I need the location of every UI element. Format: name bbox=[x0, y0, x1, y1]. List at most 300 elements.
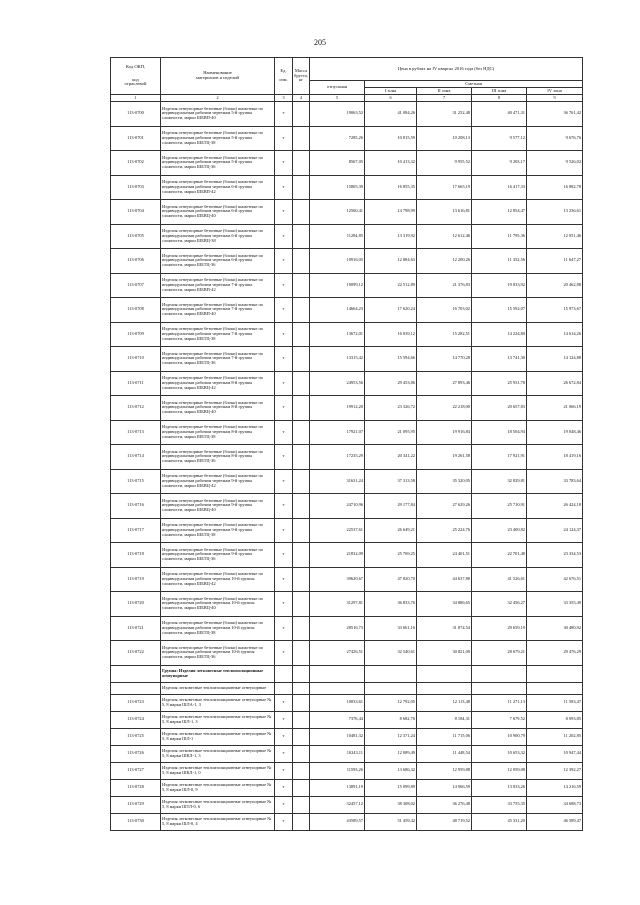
cell-name: Изделия огнеупорные бетонные (блоки) шамотные по индивидуальным рабочим чертежам 8-й группы сложности, марки ШБТЦ-38 bbox=[161, 420, 275, 445]
cell-zone2: 10 208,13 bbox=[417, 126, 472, 151]
table-row bbox=[111, 249, 583, 274]
cell-release: 28516,73 bbox=[310, 616, 365, 641]
table-body bbox=[111, 102, 583, 831]
cell-release: 17235,29 bbox=[310, 445, 365, 470]
cell-mass bbox=[293, 494, 310, 519]
cell-name: Изделия легковесные теплоизоляционные огнеупорные № 5, 8 марки ШЛ-1, 3 bbox=[161, 711, 275, 728]
cell-zone3: 11 795,36 bbox=[472, 224, 527, 249]
cell-zone1: 36 833,76 bbox=[365, 592, 417, 617]
cell-code: 113-0704 bbox=[111, 200, 161, 225]
header-zone1: I зона bbox=[365, 88, 417, 95]
cell-zone4: 11 647,27 bbox=[527, 249, 583, 274]
cell-zone3: 18 504,94 bbox=[472, 420, 527, 445]
cell-zone3: 32 829,81 bbox=[472, 469, 527, 494]
cell-zone1: 12 884,63 bbox=[365, 249, 417, 274]
cell-mass bbox=[293, 224, 310, 249]
price-table bbox=[110, 57, 583, 831]
cell-release: 7285,26 bbox=[310, 126, 365, 151]
subgroup-empty-cell bbox=[472, 682, 527, 694]
cell-name: Изделия огнеупорные бетонные (блоки) шамотные по индивидуальным рабочим чертежам 5-й группы сложности, марки ШБВП-40 bbox=[161, 102, 275, 127]
col-number: 6 bbox=[365, 95, 417, 102]
page-number: 205 bbox=[314, 38, 326, 47]
cell-release: 31297,81 bbox=[310, 592, 365, 617]
cell-zone4: 33 355,49 bbox=[527, 592, 583, 617]
cell-code: 113-0723 bbox=[111, 694, 161, 711]
cell-zone2: 12 612,46 bbox=[417, 224, 472, 249]
subgroup-empty-cell bbox=[417, 682, 472, 694]
cell-zone3: 15 592,07 bbox=[472, 298, 527, 323]
group-empty-cell bbox=[365, 665, 417, 682]
cell-zone3: 20 657,83 bbox=[472, 396, 527, 421]
cell-zone4: 26 424,18 bbox=[527, 494, 583, 519]
cell-unit: т bbox=[275, 745, 293, 762]
cell-zone2: 21 376,83 bbox=[417, 273, 472, 298]
cell-mass bbox=[293, 249, 310, 274]
subgroup-label: Изделия легковесные теплоизоляционные огнеупорные bbox=[161, 682, 275, 694]
table-row bbox=[111, 567, 583, 592]
cell-code: 113-0706 bbox=[111, 249, 161, 274]
cell-zone2: 30 821,09 bbox=[417, 641, 472, 666]
cell-zone2: 22 218,00 bbox=[417, 396, 472, 421]
cell-zone3: 28 679,21 bbox=[472, 641, 527, 666]
cell-zone4: 14 216,59 bbox=[527, 779, 583, 796]
cell-unit: т bbox=[275, 728, 293, 745]
cell-unit: т bbox=[275, 420, 293, 445]
header-mass bbox=[293, 58, 310, 95]
cell-zone4: 8 093,85 bbox=[527, 711, 583, 728]
cell-zone3: 11 352,56 bbox=[472, 249, 527, 274]
subgroup-empty-cell bbox=[527, 682, 583, 694]
cell-mass bbox=[293, 694, 310, 711]
cell-name: Изделия легковесные теплоизоляционные огнеупорные № 5, 8 марки ШКЛ-1, 3 bbox=[161, 745, 275, 762]
cell-zone1: 38 308,02 bbox=[365, 796, 417, 813]
cell-name: Изделия огнеупорные бетонные (блоки) шамотные по индивидуальным рабочим чертежам 5-й группы сложности, марки ШБТЦ-38 bbox=[161, 126, 275, 151]
cell-mass bbox=[293, 396, 310, 421]
cell-zone3: 9 203,17 bbox=[472, 151, 527, 176]
cell-zone1: 25 769,25 bbox=[365, 543, 417, 568]
table-row bbox=[111, 728, 583, 745]
table-row bbox=[111, 371, 583, 396]
table-row bbox=[111, 420, 583, 445]
cell-code: 113-0719 bbox=[111, 567, 161, 592]
cell-mass bbox=[293, 175, 310, 200]
cell-zone1: 23 326,72 bbox=[365, 396, 417, 421]
cell-zone4: 12 392,27 bbox=[527, 762, 583, 779]
table-row bbox=[111, 175, 583, 200]
header-mass-line1: Масса bbox=[294, 67, 308, 73]
cell-zone2: 11 448,54 bbox=[417, 745, 472, 762]
subgroup-empty-cell bbox=[365, 682, 417, 694]
cell-mass bbox=[293, 200, 310, 225]
cell-mass bbox=[293, 711, 310, 728]
cell-zone4: 26 672,84 bbox=[527, 371, 583, 396]
cell-release: 24953,56 bbox=[310, 371, 365, 396]
cell-name: Изделия легковесные теплоизоляционные огнеупорные № 5, 8 марки ШЛ-1 bbox=[161, 728, 275, 745]
subgroup-code-cell bbox=[111, 682, 161, 694]
cell-zone2: 27 629,26 bbox=[417, 494, 472, 519]
table-row bbox=[111, 151, 583, 176]
cell-zone2: 19 916,84 bbox=[417, 420, 472, 445]
cell-unit: т bbox=[275, 445, 293, 470]
cell-release: 12560,41 bbox=[310, 200, 365, 225]
cell-mass bbox=[293, 616, 310, 641]
cell-name: Изделия огнеупорные бетонные (блоки) шамотные по индивидуальным рабочим чертежам 7-й группы сложности, марки ШБТЦ-38 bbox=[161, 322, 275, 347]
cell-zone4: 36 761,42 bbox=[527, 102, 583, 127]
cell-name: Изделия огнеупорные бетонные (блоки) шамотные по индивидуальным рабочим чертежам 7-й группы сложности, марки ШБВП-40 bbox=[161, 298, 275, 323]
cell-zone4: 23 334,53 bbox=[527, 543, 583, 568]
cell-zone2: 15 282,51 bbox=[417, 322, 472, 347]
subgroup-row bbox=[111, 682, 583, 694]
cell-zone2: 17 665,19 bbox=[417, 175, 472, 200]
cell-zone3: 29 659,19 bbox=[472, 616, 527, 641]
cell-name: Изделия огнеупорные бетонные (блоки) шамотные по индивидуальным рабочим чертежам 8-й группы сложности, марки ШБТЦ-36 bbox=[161, 445, 275, 470]
cell-code: 113-0720 bbox=[111, 592, 161, 617]
cell-release: 13891,19 bbox=[310, 779, 365, 796]
cell-name: Изделия огнеупорные бетонные (блоки) шамотные по индивидуальным рабочим чертежам 8-й группы сложности, марки ШБВЦ-42 bbox=[161, 371, 275, 396]
cell-zone1: 29 177,84 bbox=[365, 494, 417, 519]
cell-code: 113-0713 bbox=[111, 420, 161, 445]
cell-unit: т bbox=[275, 396, 293, 421]
cell-unit: т bbox=[275, 779, 293, 796]
table-row bbox=[111, 445, 583, 470]
cell-name: Изделия огнеупорные бетонные (блоки) шамотные по индивидуальным рабочим чертежам 5-й группы сложности, марки ШБТЦ-36 bbox=[161, 151, 275, 176]
cell-zone4: 9 526,02 bbox=[527, 151, 583, 176]
cell-release: 19912,20 bbox=[310, 396, 365, 421]
cell-name: Изделия огнеупорные бетонные (блоки) шамотные по индивидуальным рабочим чертежам 8-й группы сложности, марки ШБВЦ-40 bbox=[161, 396, 275, 421]
cell-release: 39620,67 bbox=[310, 567, 365, 592]
cell-zone2: 31 252,48 bbox=[417, 102, 472, 127]
cell-zone3: 22 701,48 bbox=[472, 543, 527, 568]
header-price-title: Цена в рублях на IV квартал 2016 года (без НДС) bbox=[310, 58, 583, 81]
cell-zone2: 48 719,52 bbox=[417, 813, 472, 830]
cell-zone2: 12 113,48 bbox=[417, 694, 472, 711]
col-number: 9 bbox=[527, 95, 583, 102]
cell-zone3: 17 921,91 bbox=[472, 445, 527, 470]
cell-name: Изделия огнеупорные бетонные (блоки) шамотные по индивидуальным рабочим чертежам 6-й группы сложности, марки ШБВП-42 bbox=[161, 175, 275, 200]
cell-zone3: 40 471,31 bbox=[472, 102, 527, 127]
cell-mass bbox=[293, 796, 310, 813]
cell-zone1: 15 099,89 bbox=[365, 779, 417, 796]
cell-zone2: 24 401,51 bbox=[417, 543, 472, 568]
cell-mass bbox=[293, 567, 310, 592]
cell-name: Изделия легковесные теплоизоляционные огнеупорные № 5, 8 марки ШЛ-0, 9 bbox=[161, 779, 275, 796]
cell-code: 113-0701 bbox=[111, 126, 161, 151]
cell-release: 10833,61 bbox=[310, 694, 365, 711]
header-name bbox=[161, 58, 275, 95]
cell-zone1: 8 682,76 bbox=[365, 711, 417, 728]
cell-code: 113-0703 bbox=[111, 175, 161, 200]
cell-zone1: 29 453,86 bbox=[365, 371, 417, 396]
cell-zone1: 12 089,49 bbox=[365, 745, 417, 762]
cell-zone2: 16 703,02 bbox=[417, 298, 472, 323]
cell-name: Изделия огнеупорные бетонные (блоки) шамотные по индивидуальным рабочим чертежам 10-й группы сложности, марки ШБВЦ-42 bbox=[161, 567, 275, 592]
cell-name: Изделия огнеупорные бетонные (блоки) шамотные по индивидуальным рабочим чертежам 7-й группы сложности, марки ШБТЦ-36 bbox=[161, 347, 275, 372]
table-row bbox=[111, 224, 583, 249]
cell-zone1: 33 661,16 bbox=[365, 616, 417, 641]
table-row bbox=[111, 518, 583, 543]
cell-mass bbox=[293, 126, 310, 151]
group-label: Группа: Изделия легковесные теплоизоляционные огнеупорные bbox=[161, 665, 275, 682]
table-row bbox=[111, 641, 583, 666]
cell-name: Изделия легковесные теплоизоляционные огнеупорные № 5, 8 марки ШТЛ-0, 6 bbox=[161, 796, 275, 813]
cell-zone1: 37 313,58 bbox=[365, 469, 417, 494]
cell-zone3: 16 417,33 bbox=[472, 175, 527, 200]
cell-mass bbox=[293, 762, 310, 779]
header-name-line2: материалов и изделий bbox=[196, 75, 239, 80]
cell-mass bbox=[293, 151, 310, 176]
cell-zone4: 11 583,47 bbox=[527, 694, 583, 711]
cell-code: 113-0729 bbox=[111, 796, 161, 813]
cell-release: 10916,05 bbox=[310, 249, 365, 274]
cell-name: Изделия огнеупорные бетонные (блоки) шамотные по индивидуальным рабочим чертежам 10-й группы сложности, марки ШБТЦ-38 bbox=[161, 616, 275, 641]
group-empty-cell bbox=[275, 665, 293, 682]
cell-code: 113-0705 bbox=[111, 224, 161, 249]
cell-zone1: 32 540,61 bbox=[365, 641, 417, 666]
cell-unit: т bbox=[275, 694, 293, 711]
cell-zone4: 9 676,76 bbox=[527, 126, 583, 151]
cell-zone4: 34 688,73 bbox=[527, 796, 583, 813]
cell-zone3: 7 679,52 bbox=[472, 711, 527, 728]
cell-zone3: 10 653,32 bbox=[472, 745, 527, 762]
table-row bbox=[111, 694, 583, 711]
cell-zone4: 15 973,67 bbox=[527, 298, 583, 323]
group-code-cell bbox=[111, 665, 161, 682]
cell-code: 113-0712 bbox=[111, 396, 161, 421]
cell-code: 113-0707 bbox=[111, 273, 161, 298]
cell-mass bbox=[293, 469, 310, 494]
header-zone4: IV зона bbox=[527, 88, 583, 95]
table-row bbox=[111, 779, 583, 796]
header-code-line2: код bbox=[132, 76, 139, 82]
cell-zone1: 26 649,21 bbox=[365, 518, 417, 543]
cell-zone2: 25 224,76 bbox=[417, 518, 472, 543]
cell-zone2: 11 715,06 bbox=[417, 728, 472, 745]
cell-zone3: 12 059,08 bbox=[472, 762, 527, 779]
cell-zone1: 16 039,12 bbox=[365, 322, 417, 347]
header-name-line1: Наименование bbox=[203, 70, 232, 76]
cell-name: Изделия огнеупорные бетонные (блоки) шамотные по индивидуальным рабочим чертежам 6-й группы сложности, марки ШБВЦ-40 bbox=[161, 200, 275, 225]
cell-release: 14664,23 bbox=[310, 298, 365, 323]
group-empty-cell bbox=[293, 665, 310, 682]
cell-release: 19099,12 bbox=[310, 273, 365, 298]
cell-zone4: 19 048,46 bbox=[527, 420, 583, 445]
cell-mass bbox=[293, 728, 310, 745]
cell-zone3: 45 331,20 bbox=[472, 813, 527, 830]
table-row bbox=[111, 126, 583, 151]
table-row bbox=[111, 298, 583, 323]
cell-zone4: 21 066,19 bbox=[527, 396, 583, 421]
cell-code: 113-0710 bbox=[111, 347, 161, 372]
cell-zone4: 14 614,26 bbox=[527, 322, 583, 347]
cell-zone3: 23 400,82 bbox=[472, 518, 527, 543]
cell-zone4: 30 480,92 bbox=[527, 616, 583, 641]
cell-code: 113-0722 bbox=[111, 641, 161, 666]
cell-unit: т bbox=[275, 762, 293, 779]
cell-zone1: 12 792,05 bbox=[365, 694, 417, 711]
cell-code: 113-0725 bbox=[111, 728, 161, 745]
cell-unit: т bbox=[275, 469, 293, 494]
cell-zone2: 36 276,48 bbox=[417, 796, 472, 813]
cell-name: Изделия огнеупорные бетонные (блоки) шамотные по индивидуальным рабочим чертежам 9-й группы сложности, марки ШБТЦ-38 bbox=[161, 518, 275, 543]
header-code-line3: отраслевой bbox=[124, 81, 147, 87]
cell-zone3: 14 224,80 bbox=[472, 322, 527, 347]
cell-unit: т bbox=[275, 592, 293, 617]
cell-name: Изделия легковесные теплоизоляционные огнеупорные № 5, 8 марки ШЛ-0, 4 bbox=[161, 813, 275, 830]
cell-unit: т bbox=[275, 616, 293, 641]
cell-name: Изделия огнеупорные бетонные (блоки) шамотные по индивидуальным рабочим чертежам 6-й группы сложности, марки ШБТЦ-36 bbox=[161, 249, 275, 274]
group-empty-cell bbox=[417, 665, 472, 682]
cell-zone4: 18 419,16 bbox=[527, 445, 583, 470]
cell-release: 21832,09 bbox=[310, 543, 365, 568]
cell-zone2: 8 184,31 bbox=[417, 711, 472, 728]
cell-mass bbox=[293, 420, 310, 445]
cell-code: 113-0708 bbox=[111, 298, 161, 323]
cell-zone1: 14 798,99 bbox=[365, 200, 417, 225]
cell-zone4: 29 476,29 bbox=[527, 641, 583, 666]
col-number: 3 bbox=[275, 95, 293, 102]
cell-mass bbox=[293, 592, 310, 617]
cell-unit: т bbox=[275, 813, 293, 830]
cell-release: 10481,32 bbox=[310, 728, 365, 745]
cell-unit: т bbox=[275, 711, 293, 728]
cell-zone4: 12 051,46 bbox=[527, 224, 583, 249]
cell-zone1: 10 815,59 bbox=[365, 126, 417, 151]
cell-release: 15805,39 bbox=[310, 175, 365, 200]
cell-code: 113-0718 bbox=[111, 543, 161, 568]
cell-zone3: 41 526,61 bbox=[472, 567, 527, 592]
header-unit-line2: изм. bbox=[279, 77, 288, 82]
cell-code: 113-0702 bbox=[111, 151, 161, 176]
header-zone2: II зона bbox=[417, 88, 472, 95]
col-number: 2 bbox=[161, 95, 275, 102]
col-number: 5 bbox=[310, 95, 365, 102]
cell-release: 22537,61 bbox=[310, 518, 365, 543]
cell-mass bbox=[293, 813, 310, 830]
cell-zone2: 44 637,88 bbox=[417, 567, 472, 592]
column-number-row bbox=[111, 95, 583, 102]
cell-name: Изделия огнеупорные бетонные (блоки) шамотные по индивидуальным рабочим чертежам 10-й группы сложности, марки ШБВЦ-40 bbox=[161, 592, 275, 617]
cell-unit: т bbox=[275, 567, 293, 592]
cell-zone3: 19 833,92 bbox=[472, 273, 527, 298]
cell-zone1: 21 095,95 bbox=[365, 420, 417, 445]
cell-code: 113-0730 bbox=[111, 813, 161, 830]
group-row bbox=[111, 665, 583, 682]
cell-zone2: 31 874,54 bbox=[417, 616, 472, 641]
table-row bbox=[111, 796, 583, 813]
cell-name: Изделия огнеупорные бетонные (блоки) шамотные по индивидуальным рабочим чертежам 9-й группы сложности, марки ШБТЦ-36 bbox=[161, 543, 275, 568]
cell-mass bbox=[293, 322, 310, 347]
cell-zone2: 14 770,28 bbox=[417, 347, 472, 372]
header-estimate: Сметная bbox=[365, 81, 583, 88]
col-number: 4 bbox=[293, 95, 310, 102]
cell-name: Изделия огнеупорные бетонные (блоки) шамотные по индивидуальным рабочим чертежам 9-й группы сложности, марки ШБВЦ-40 bbox=[161, 494, 275, 519]
cell-release: 31631,24 bbox=[310, 469, 365, 494]
cell-code: 113-0714 bbox=[111, 445, 161, 470]
cell-mass bbox=[293, 745, 310, 762]
cell-release: 11593,26 bbox=[310, 762, 365, 779]
cell-unit: т bbox=[275, 298, 293, 323]
cell-code: 113-0727 bbox=[111, 762, 161, 779]
cell-zone1: 13 686,32 bbox=[365, 762, 417, 779]
cell-mass bbox=[293, 543, 310, 568]
cell-mass bbox=[293, 518, 310, 543]
cell-release: 11284,85 bbox=[310, 224, 365, 249]
col-number: 7 bbox=[417, 95, 472, 102]
cell-mass bbox=[293, 273, 310, 298]
cell-zone1: 12 371,24 bbox=[365, 728, 417, 745]
cell-code: 113-0717 bbox=[111, 518, 161, 543]
cell-zone1: 10 413,32 bbox=[365, 151, 417, 176]
cell-unit: т bbox=[275, 641, 293, 666]
cell-release: 27426,51 bbox=[310, 641, 365, 666]
cell-unit: т bbox=[275, 518, 293, 543]
cell-mass bbox=[293, 779, 310, 796]
header-unit-line1: Ед. bbox=[280, 68, 287, 74]
cell-unit: т bbox=[275, 102, 293, 127]
cell-zone1: 41 084,26 bbox=[365, 102, 417, 127]
cell-zone1: 20 341,22 bbox=[365, 445, 417, 470]
table-row bbox=[111, 711, 583, 728]
cell-zone3: 11 271,13 bbox=[472, 694, 527, 711]
cell-unit: т bbox=[275, 273, 293, 298]
cell-mass bbox=[293, 371, 310, 396]
cell-zone2: 14 966,59 bbox=[417, 779, 472, 796]
cell-zone3: 25 710,91 bbox=[472, 494, 527, 519]
header-release: отпускная bbox=[310, 81, 365, 95]
cell-zone4: 13 236,61 bbox=[527, 200, 583, 225]
cell-zone3: 32 456,27 bbox=[472, 592, 527, 617]
cell-zone2: 35 320,05 bbox=[417, 469, 472, 494]
cell-release: 8567,05 bbox=[310, 151, 365, 176]
cell-zone4: 33 783,64 bbox=[527, 469, 583, 494]
cell-release: 10243,11 bbox=[310, 745, 365, 762]
cell-zone3: 9 577,12 bbox=[472, 126, 527, 151]
cell-zone1: 17 620,24 bbox=[365, 298, 417, 323]
cell-zone3: 25 931,78 bbox=[472, 371, 527, 396]
cell-code: 113-0711 bbox=[111, 371, 161, 396]
cell-release: 17921,07 bbox=[310, 420, 365, 445]
cell-unit: т bbox=[275, 175, 293, 200]
table-row bbox=[111, 273, 583, 298]
cell-name: Изделия огнеупорные бетонные (блоки) шамотные по индивидуальным рабочим чертежам 6-й группы сложности, марки ШБВЦ-38 bbox=[161, 224, 275, 249]
cell-zone3: 10 900,79 bbox=[472, 728, 527, 745]
table-row bbox=[111, 469, 583, 494]
cell-code: 113-0715 bbox=[111, 469, 161, 494]
cell-zone4: 20 462,88 bbox=[527, 273, 583, 298]
table-row bbox=[111, 396, 583, 421]
cell-zone2: 9 955,52 bbox=[417, 151, 472, 176]
cell-release: 24710,96 bbox=[310, 494, 365, 519]
cell-zone1: 13 319,92 bbox=[365, 224, 417, 249]
table-header bbox=[111, 58, 583, 102]
cell-zone2: 12 200,26 bbox=[417, 249, 472, 274]
cell-zone1: 16 855,35 bbox=[365, 175, 417, 200]
cell-name: Изделия легковесные теплоизоляционные огнеупорные № 5, 8 марки ШКЛ-1, 0 bbox=[161, 762, 275, 779]
cell-release: 13315,42 bbox=[310, 347, 365, 372]
table-row bbox=[111, 592, 583, 617]
cell-unit: т bbox=[275, 200, 293, 225]
header-code bbox=[111, 58, 161, 95]
table-row bbox=[111, 494, 583, 519]
cell-zone2: 12 959,88 bbox=[417, 762, 472, 779]
col-number: 1 bbox=[111, 95, 161, 102]
col-number: 8 bbox=[472, 95, 527, 102]
group-empty-cell bbox=[527, 665, 583, 682]
cell-unit: т bbox=[275, 796, 293, 813]
header-code-line1: Код ОКП, bbox=[125, 63, 146, 69]
cell-zone2: 34 886,65 bbox=[417, 592, 472, 617]
cell-unit: т bbox=[275, 151, 293, 176]
